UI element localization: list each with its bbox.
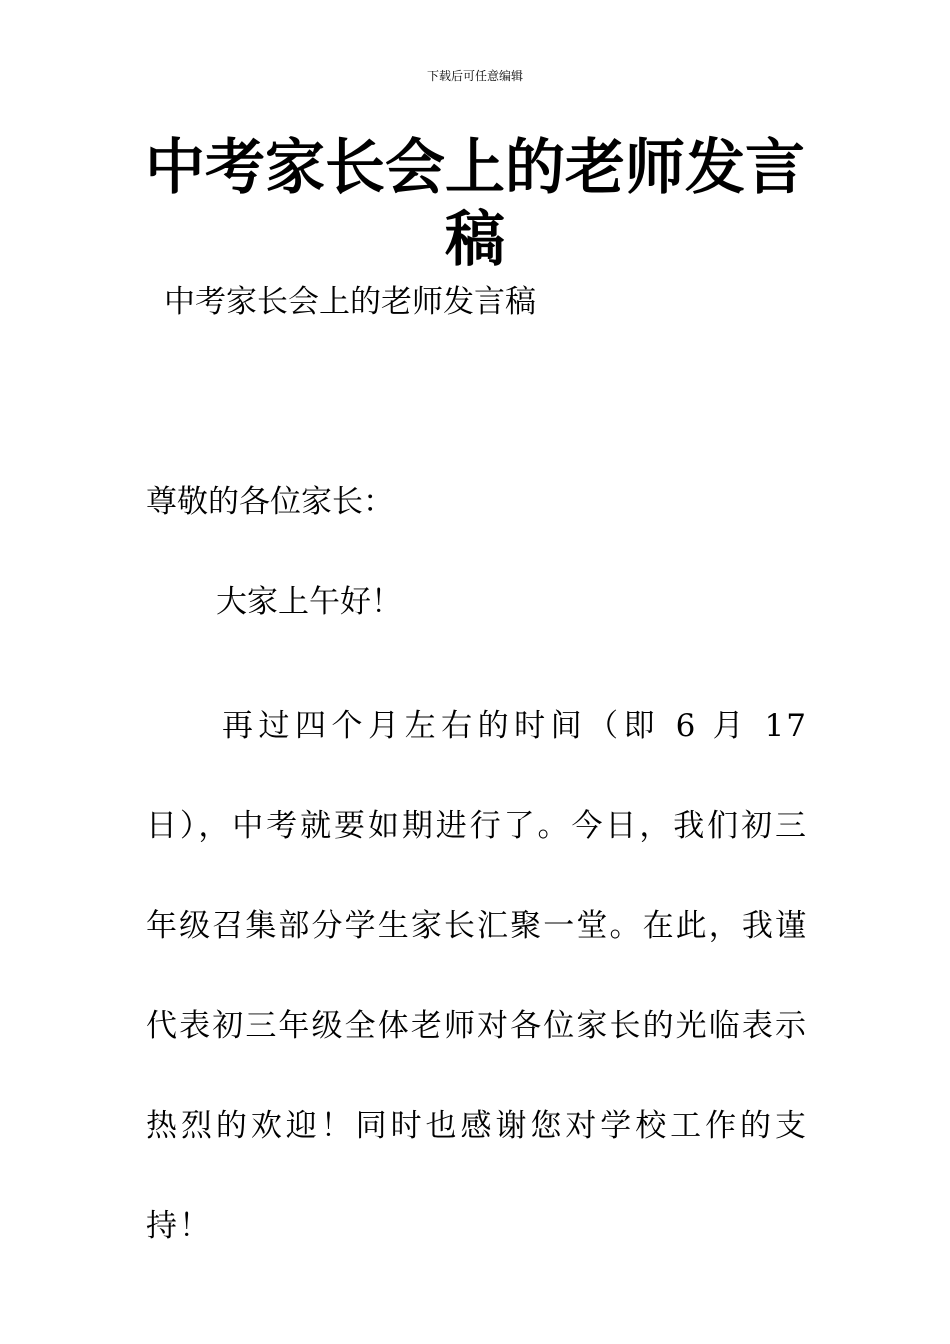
document-title: 中考家长会上的老师发言稿	[145, 133, 805, 275]
greeting: 大家上午好！	[216, 584, 402, 620]
body-paragraph: 再过四个月左右的时间（即 6 月 17 日），中考就要如期进行了。今日，我们初三年级召集部分学生家长汇聚一堂。在此，我谨代表初三年级全体老师对各位家长的光临表示热烈的欢迎！同时也感谢您对学校工作的支持！	[146, 708, 808, 1244]
salutation: 尊敬的各位家长：	[146, 484, 394, 520]
header-note: 下载后可任意编辑	[426, 69, 523, 83]
document-subtitle: 中考家长会上的老师发言稿	[164, 284, 536, 320]
